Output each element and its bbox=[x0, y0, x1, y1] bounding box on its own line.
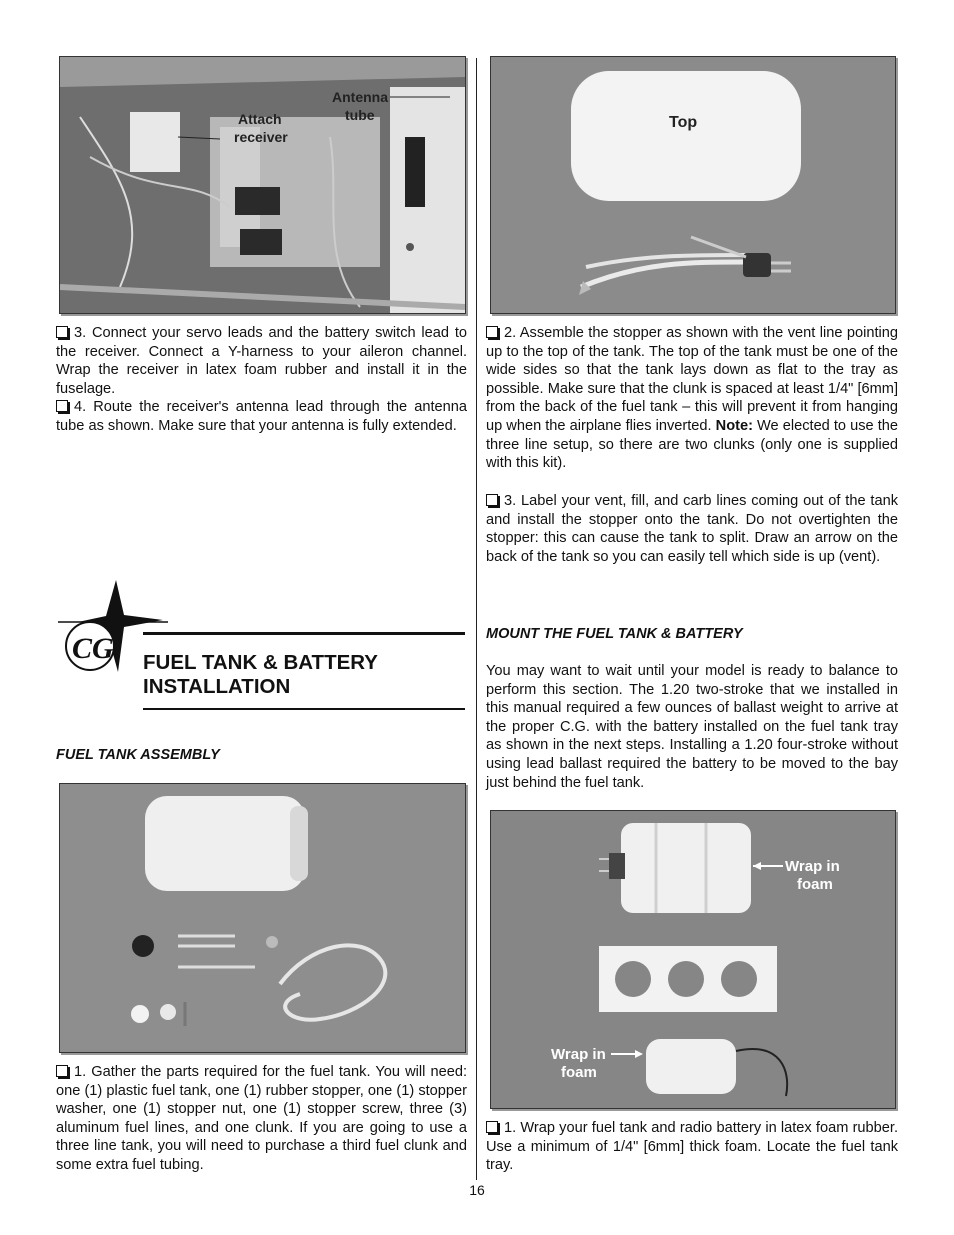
right-step-1: 1. Wrap your fuel tank and radio battery in latex foam rubber. Use a minimum of 1/4" [6mm] thick foam. Locate the fuel tank tray. bbox=[486, 1120, 898, 1174]
photo-label-tube: tube bbox=[345, 107, 375, 123]
right-step-2: 2. Assemble the stopper as shown with the vent line pointing up to the top of the tank. The top of the tank must be one of the wide sides so that the tank lays down as flat to the tray as possible. Make sure that the clunk is spaced at least 1/4" [6mm] from the back of the fuel tank – this will prevent it from hanging up when the airplane flies inverted. Note: We elected to use the three line setup, so there are two clunks (only one is supplied with this kit). bbox=[486, 325, 898, 472]
section-rule-bottom bbox=[143, 708, 465, 710]
subsection-mount-fuel-tank: MOUNT THE FUEL TANK & BATTERY bbox=[486, 626, 743, 642]
photo-label-wrap-2: Wrap in bbox=[551, 1046, 606, 1063]
checkbox-icon[interactable] bbox=[56, 1065, 68, 1077]
checkbox-icon[interactable] bbox=[486, 494, 498, 506]
left-step-1: 1. Gather the parts required for the fuel tank. You will need: one (1) plastic fuel tank, one (1) rubber stopper, one (1) stopper washer, one (1) stopper nut, one (1) stopper screw, three (3) aluminum fuel lines, and one clunk. If you are going to use a three line tank, you will need to purchase a third fuel clunk and some extra fuel tubing. bbox=[56, 1064, 467, 1173]
receiver-photo bbox=[59, 56, 466, 314]
tank-top-photo bbox=[490, 56, 896, 314]
wrap-foam-photo bbox=[490, 810, 896, 1109]
photo-label-wrap-1: Wrap in bbox=[785, 858, 840, 875]
checkbox-icon[interactable] bbox=[486, 1121, 498, 1133]
right-step-3: 3. Label your vent, fill, and carb lines coming out of the tank and install the stopper onto the tank. Do not overtighten the stopper: this can cause the tank to split. Draw an arrow on the back of the tank so you can easily tell which side is up (vent). bbox=[486, 493, 898, 565]
section-rule-top bbox=[143, 632, 465, 635]
right-intro: You may want to wait until your model is ready to balance to perform this section. The 1.20 two-stroke that we installed in this manual required a few ounces of ballast weight to arrive at the proper C.G. with the battery installed on the fuel tank tray as shown in the next steps. Installing a 1.20 four-stroke without using lead ballast required the battery to be moved to the bay just behind the fuel tank. bbox=[486, 663, 898, 791]
note-label: Note: bbox=[715, 417, 753, 434]
photo-label-foam-1: foam bbox=[797, 876, 833, 893]
photo-label-attach: Attach bbox=[238, 111, 282, 127]
checkbox-icon[interactable] bbox=[486, 326, 498, 338]
tank-parts-photo bbox=[59, 783, 466, 1053]
photo-label-top: Top bbox=[669, 114, 698, 131]
photo-label-foam-2: foam bbox=[561, 1064, 597, 1081]
photo-label-receiver: receiver bbox=[234, 129, 288, 145]
checkbox-icon[interactable] bbox=[56, 326, 68, 338]
page-number: 16 bbox=[469, 1182, 485, 1198]
section-title: FUEL TANK & BATTERY INSTALLATION bbox=[143, 651, 378, 698]
photo-label-antenna: Antenna bbox=[332, 89, 388, 105]
subsection-fuel-tank-assembly: FUEL TANK ASSEMBLY bbox=[56, 747, 220, 763]
logo-text: CG bbox=[72, 632, 114, 665]
checkbox-icon[interactable] bbox=[56, 400, 68, 412]
column-divider bbox=[476, 58, 477, 1180]
left-step-3: 3. Connect your servo leads and the battery switch lead to the receiver. Connect a Y-harness to your aileron channel. Wrap the receiver in latex foam rubber and install it in the fuselage. bbox=[56, 325, 467, 397]
left-step-4: 4. Route the receiver's antenna lead through the antenna tube as shown. Make sure that your antenna is fully extended. bbox=[56, 399, 467, 434]
